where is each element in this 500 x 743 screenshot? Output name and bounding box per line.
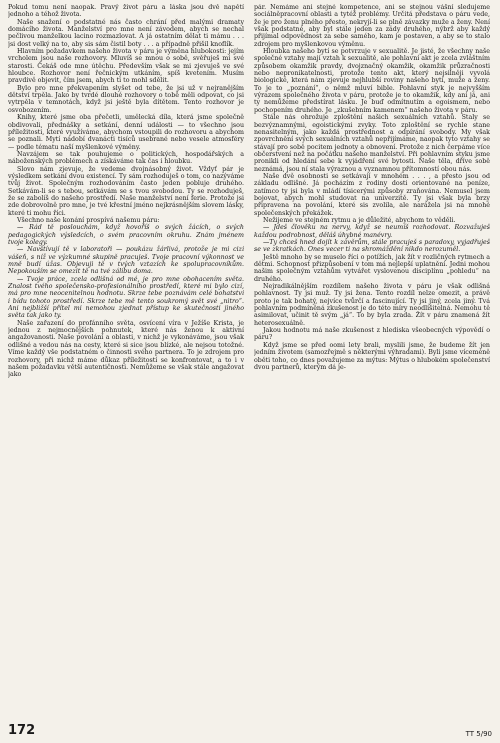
paragraph: — Tvoje práce, zcela odlišná od mé, je pro mne obohacením světa. Znalost tvého společensko-profesionálního prostředí, které mi bylo cizí, má pro mne neocenitelnou hodnotu. Skrze tebe poznávám celé bohatství i bídu tohoto prostředí. Skrze tebe mě tento soukromý svět své „nitro“. Ani nejbližší přítel mi nemohou zjednat přístup ke skutečnosti jiného světa tak jako ty. (8, 275, 244, 320)
paragraph: Všechno naše konání prospívá našemu páru: (17, 216, 160, 224)
left-text-column (8, 4, 244, 716)
paragraph: Nežijeme ve stejném rytmu a je důležité, abychom to věděli. (263, 216, 456, 224)
paragraph: Hloubka našeho bytí se potvrzuje v sexualitě. Je jisté, že všechny naše společné vztahy mají vztah k sexualitě, ale pohlavní akt je zcela zvláštním způsobem okamžik pravdy, dvojznačný okamžik, okamžik průzračnosti nebo nepronikatelnosti, protože tento akt, který nejsilněji vyvolá biologické, která nám zjevuje nejhlubší roviny našeho bytí, muže a ženy. To je to „poznání“, o němž mluví bible. Pohlavní styk je nejvyšším výrazem společného života v páru, protože je to okamžik, kdy ani já, ani ty nemůžeme předstírat lásku. Je buď odmítnutím a egoismem, nebo pochopením druhého. Je „zkušebním kamenem“ našeho života v páru. (254, 48, 490, 114)
paragraph: Stále nás ohrožuje zploštění našich sexuálních vztahů. Staly se bezvýznamnými, egoistickými zvyky. Toto zploštění se rychle stane nenasitelným, jako každá prostřednost a odpírání svobody. My však zpovrchnění svých sexuálních vztahů nepřijímáme, naopak tyto vztahy se stávají pro sobě pocitem jednoty a obnovení. Protože z nich čerpáme více občerstvení než na počátku našeho manželství. Při pohlavním styku jsme pronikli od hledání sebe k vyjádření své bytosti. Naše těla, dříve sobě neznámá, jsou ní stala výraznou a vyznamnou přítomností obou nás. (254, 114, 490, 173)
page-number: 172 (8, 723, 36, 738)
paragraph: —Ty chceš hned dojít k závěrům, stále pracuješ s paradoxy, vyjadřuješ se ve zkratkách. Ones vecer ti na shromáždění nikdo nerozuměl. (254, 239, 490, 254)
right-text-column (254, 4, 490, 716)
paragraph: Když jsme se před oomi lety brali, myslili jsme, že budeme žít jen jedním životem (samozřejmě s některými výhradami). Byli jsme víceméně oběti toho, co dnes považujeme za mýtus: Mýtus o hlubokém společenství dvou partnerů, kterým dá je- (254, 341, 490, 371)
paragraph: Nejradikálnějším rozdílem našeho života v páru je však odlišná pohlavnost. Ty jsi muž. Ty jsi žena. Tento rozdíl nelze omezit, a právě proto je tak bohatý, nejvíce tvůrčí a fascinující. Ty jsi jiný, zcela jiný. Tvá pohlavním podmíněná zkušenost je do této míry neodlišitelná. Nemohu tě asimilovat, učinit tě svým „já“. To by byla zrada. Žít v páru znamená žít heterosexuálně. (254, 283, 490, 327)
page-footer (8, 720, 492, 738)
paragraph: pár. Nemáme ani stejné kompetence, ani se stejnou vášní sledujeme sociálněpracovní oblasti a tytéž problémy. Určitá představa o páru vede, že je pro ženu plného přesto, nekryjí-li se plně závazky muže a ženy. Není však podstatné, aby byl stále jeden za zády druhého, nýbrž aby každý přijímal odpovědnost za sebe samého, kam je postaven, a aby se to stalo zdrojem pro myšlenkovou výměnu. (254, 4, 490, 48)
paragraph: Knihy, které jsme oba přečetli, umělecká díla, která jsme společně obdivovali, přednášky a setkání, denní události — to všechno jsou příležitosti, které využíváme, abychom vstoupili do rozhovoru a abychom se poznali. Mytí nádobí dvanácti tisíců usebrané nebo vesele atmosféry — podle tématu naší myšlenkové výměny. (8, 114, 244, 151)
paragraph: Naše zařazení do profánního světa, osvícení víra v Ježíše Krista, je jednou z nejmocnějších pohnutek, které nás ženou k aktivní angažovanosti. Naše povolání a oblasti, v nichž je vykonáváme, jsou však odlišné a vedou nás na cesty, které si sice jsou blízké, ale nejsou totožné. Víme každý vše podstatném o činnosti svého partnera. To je zdrojem pro rozhovory, při nichž máme důkaz příležitostí se konfrontovat, a to i v našem požadavku větší autentičnosti. Nemůžeme se však stále angažovat jako (8, 319, 244, 379)
magazine-page (8, 4, 492, 716)
paragraph: Jakou hodnotu má naše zkušenost z hlediska všeobecných výpovědí o páru? (254, 327, 490, 342)
paragraph: Pokud tomu není naopak. Pravý život páru a láska jsou dvě napětí jednoho a téhož života. (8, 4, 244, 19)
paragraph: Bylo pro mne překvapením slyšet od tebe, že jsi už v nejranějším dětství trpěla. Jako by tvrdé dlouhé rozhovory o tobě měli odpovat, co jsi vytrpěla v temnotách, když jsi ještě byla dítětem. Tento rozhovor je osvobozením. (8, 84, 244, 114)
paragraph: — Navštívují tě v laboratoři — poukázu žárlivá, protože je mi cizí vášeň, s níž ve výzkumné skupině pracuješ. Tvoje pracovní výkonnost ve mně budí úžas. Objevuji tě v tvých vztazích ke spolupracovníkům. Nepokouším se omezit tě na tvé zálibu doma. (8, 246, 244, 276)
issue-label: TT 5/90 (465, 730, 492, 738)
paragraph: Slovo nám zjevuje, že vedeme dvojnásobný život. Vždyť pár je výsledkem setkání dvou existencí. Ty sám rozhoduješ o tom, co nazýváme tvůj život. Společným rozhodováním často jeden pobluje druhého. Setkávám-li se s tebou, setkávám se s tvou svobodou. Ty se rozhoduješ, že se zabolíš do našeho prostředí. Naše manželství není ferie. Protože jsi zde dobrovolně pro mne, je tvé křestní jméno nejkrásnějším slovem lásky, které ti mohu říci. (8, 165, 244, 217)
paragraph: Navzájem se tak pouhujeme o politických, hospodářských a náboženských problémech a získáváme tak čas i hloubku. (8, 150, 244, 166)
paragraph: Ještě mnoho by se muselo říci o potížích, jak žít v rozličných rytmech a dětmi. Schopnost přizpůsobení v tom má nejlepší uplatnění. Jedni mohou našim společným vztahům vytvářet vyslovenou disciplínu „pohledu“ na druhého. (254, 253, 490, 283)
paragraph: — Rád tě poslouchám, když hovoříš o svých žácích, o svých pedagogických výsledcích, o svém pracovním okruhu. Znám jménem tvoje kolegy. (8, 224, 244, 246)
paragraph: — Jdeš člověku na nervy, když se neumíš rozhodovat. Rozvažuješ každou podrobnost, děláš úhybné manévry. (254, 224, 490, 239)
paragraph: Hlavním požadavkem našeho života v páru je výměna hlubokosti: jejím vrcholem jsou naše rozhovory. Mluvíš se mnou o sobě, svěřuješ mi své starosti. Čekáš ode mne útěchu. Především však se mi zjevuješ ve své hloubce. Rozhovor není řečnickým utkáním, spíš kvetením. Musím pravdivě objevit, čím jsem, abych ti to mohl sdělit. (8, 48, 244, 85)
paragraph: Naše snažení o podstatné nás často chrání před malými dramaty domácího života. Manželství pro mne není závodem, abych se nechal pečlivou manželkou lacino rozmazlovat. A já ostatním dělat ti mámu . . . jsi dost velký na to, aby sis sám čistil boty . . . a případně přišil knoflík. (8, 18, 244, 48)
paragraph: Naše dvě osobnosti se setkávají v mnohém . . . , a přesto jsou od základu odlišné. Já pocházím z rodiny dosti orientované na peníze, zatímco ty jsi byla v mládí tísicerými způsoby zraňována. Nemusel jsem bojovat, abych mohl studovat na univerzitě. Ty jsi však byla brzy připravena na povolání, které sis zvolila, ale narážela jsi na mnohé společenských překážek. (254, 172, 490, 217)
